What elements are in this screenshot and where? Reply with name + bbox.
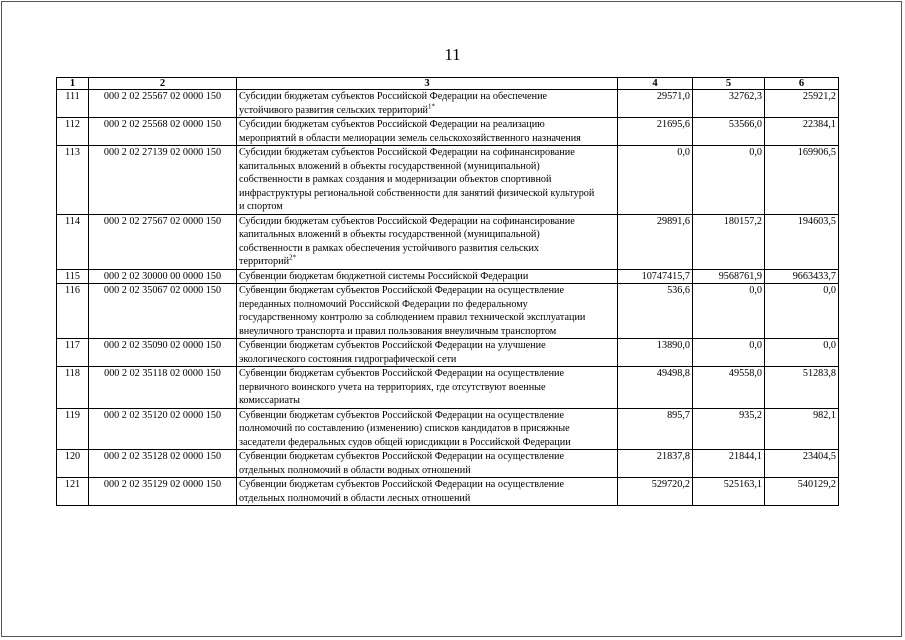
- table-row: [57, 214, 839, 269]
- description-text: полномочий по составлению (изменению) списков кандидатов в присяжные: [239, 423, 570, 434]
- table-row: [57, 408, 839, 450]
- row-number: 111: [57, 90, 89, 118]
- footnote-marker: 2*: [289, 253, 297, 262]
- value-col-4: 0,0: [618, 146, 693, 215]
- row-number: 118: [57, 367, 89, 409]
- value-col-6: 23404,5: [765, 450, 839, 478]
- row-number: 117: [57, 339, 89, 367]
- budget-code: 000 2 02 25567 02 0000 150: [89, 90, 237, 118]
- value-col-4: 895,7: [618, 408, 693, 450]
- row-number: 112: [57, 118, 89, 146]
- value-col-4: 529720,2: [618, 478, 693, 506]
- description-text: государственному контролю за соблюдением правил технической эксплуатации: [239, 312, 586, 323]
- header-cell-3: 3: [237, 78, 618, 90]
- value-col-5: 53566,0: [693, 118, 765, 146]
- budget-code: 000 2 02 35128 02 0000 150: [89, 450, 237, 478]
- description-text: отдельных полномочий в области водных отношений: [239, 464, 471, 476]
- table-row: [57, 284, 839, 339]
- footnote-marker: 1*: [427, 102, 435, 111]
- row-description: [237, 284, 618, 339]
- description-text: Субсидии бюджетам субъектов Российской Федерации на софинансирование: [239, 147, 575, 158]
- description-line: [239, 353, 615, 367]
- description-text: первичного воинского учета на территориях, где отсутствуют военные: [239, 381, 546, 393]
- budget-code: 000 2 02 35118 02 0000 150: [89, 367, 237, 409]
- row-description: [237, 478, 618, 506]
- description-line: [239, 255, 615, 269]
- table-row: [57, 478, 839, 506]
- description-line: [239, 284, 615, 298]
- description-text: Субвенции бюджетам субъектов Российской Федерации на осуществление: [239, 285, 564, 296]
- table-row: [57, 339, 839, 367]
- description-text: капитальных вложений в объекты государственной (муниципальной): [239, 229, 540, 240]
- description-line: [239, 118, 615, 132]
- row-description: [237, 269, 618, 284]
- row-description: [237, 118, 618, 146]
- description-text: Субвенции бюджетам субъектов Российской Федерации на осуществление: [239, 451, 564, 462]
- value-col-6: 9663433,7: [765, 269, 839, 284]
- value-col-5: 9568761,9: [693, 269, 765, 284]
- value-col-6: 0,0: [765, 284, 839, 339]
- description-text: внеуличного транспорта и правил пользования внеуличным транспортом: [239, 325, 557, 337]
- description-line: [239, 325, 615, 339]
- row-number: 113: [57, 146, 89, 215]
- description-text: Субсидии бюджетам субъектов Российской Федерации на обеспечение: [239, 91, 548, 102]
- description-line: [239, 381, 615, 395]
- value-col-5: 935,2: [693, 408, 765, 450]
- description-text: Субсидии бюджетам субъектов Российской Федерации на реализацию: [239, 119, 545, 130]
- description-line: [239, 478, 615, 492]
- value-col-5: 32762,3: [693, 90, 765, 118]
- value-col-4: 29891,6: [618, 214, 693, 269]
- value-col-5: 0,0: [693, 146, 765, 215]
- row-number: 116: [57, 284, 89, 339]
- description-line: [239, 367, 615, 381]
- row-description: [237, 450, 618, 478]
- description-line: [239, 132, 615, 146]
- description-text: экологического состояния гидрографической сети: [239, 353, 457, 365]
- row-description: [237, 408, 618, 450]
- budget-code: 000 2 02 25568 02 0000 150: [89, 118, 237, 146]
- value-col-6: 540129,2: [765, 478, 839, 506]
- description-line: [239, 200, 615, 214]
- description-text: устойчивого развития сельских территорий: [239, 104, 428, 116]
- value-col-6: 169906,5: [765, 146, 839, 215]
- row-description: [237, 90, 618, 118]
- budget-code: 000 2 02 27139 02 0000 150: [89, 146, 237, 215]
- description-line: [239, 146, 615, 160]
- description-line: [239, 450, 615, 464]
- value-col-6: 51283,8: [765, 367, 839, 409]
- description-line: [239, 104, 615, 118]
- value-col-6: 0,0: [765, 339, 839, 367]
- description-line: [239, 215, 615, 229]
- description-text: переданных полномочий Российской Федерации по федеральному: [239, 298, 528, 310]
- table-row: [57, 90, 839, 118]
- value-col-6: 25921,2: [765, 90, 839, 118]
- value-col-4: 21837,8: [618, 450, 693, 478]
- description-line: [239, 298, 615, 312]
- budget-code: 000 2 02 35090 02 0000 150: [89, 339, 237, 367]
- description-line: [239, 409, 615, 423]
- description-text: Субвенции бюджетам субъектов Российской Федерации на осуществление: [239, 409, 564, 421]
- budget-code: 000 2 02 27567 02 0000 150: [89, 214, 237, 269]
- description-text: собственности в рамках создания и модернизации объектов спортивной: [239, 174, 552, 185]
- table-body: [57, 90, 839, 506]
- description-text: территорий: [239, 256, 290, 267]
- description-text: инфраструктуры региональной собственности для занятий физической культурой: [239, 187, 595, 199]
- description-line: [239, 464, 615, 478]
- budget-table: [56, 77, 839, 506]
- row-number: 120: [57, 450, 89, 478]
- description-line: [239, 160, 615, 174]
- description-text: Субсидии бюджетам субъектов Российской Федерации на софинансирование: [239, 215, 575, 227]
- description-text: комиссариаты: [239, 395, 301, 406]
- description-line: [239, 436, 615, 450]
- description-text: отдельных полномочий в области лесных отношений: [239, 492, 471, 504]
- header-cell-4: 4: [618, 78, 693, 90]
- value-col-5: 525163,1: [693, 478, 765, 506]
- value-col-5: 49558,0: [693, 367, 765, 409]
- description-line: [239, 422, 615, 436]
- row-description: [237, 214, 618, 269]
- description-line: [239, 339, 615, 353]
- value-col-4: 13890,0: [618, 339, 693, 367]
- value-col-6: 982,1: [765, 408, 839, 450]
- budget-code: 000 2 02 35120 02 0000 150: [89, 408, 237, 450]
- row-number: 121: [57, 478, 89, 506]
- header-cell-6: 6: [765, 78, 839, 90]
- row-description: [237, 367, 618, 409]
- value-col-5: 0,0: [693, 284, 765, 339]
- header-cell-2: 2: [89, 78, 237, 90]
- header-row: [57, 78, 839, 90]
- description-line: [239, 492, 615, 506]
- description-line: [239, 228, 615, 242]
- value-col-5: 180157,2: [693, 214, 765, 269]
- value-col-6: 22384,1: [765, 118, 839, 146]
- table-row: [57, 118, 839, 146]
- value-col-5: 0,0: [693, 339, 765, 367]
- description-text: капитальных вложений в объекты государственной (муниципальной): [239, 160, 540, 172]
- description-text: Субвенции бюджетам субъектов Российской Федерации на улучшение: [239, 340, 546, 351]
- description-line: [239, 270, 615, 284]
- table-row: [57, 367, 839, 409]
- table-row: [57, 269, 839, 284]
- value-col-5: 21844,1: [693, 450, 765, 478]
- description-text: и спортом: [239, 201, 283, 212]
- header-cell-1: 1: [57, 78, 89, 90]
- budget-code: 000 2 02 30000 00 0000 150: [89, 269, 237, 284]
- value-col-4: 29571,0: [618, 90, 693, 118]
- row-number: 115: [57, 269, 89, 284]
- page-number: 11: [444, 45, 461, 64]
- table-row: [57, 450, 839, 478]
- row-description: [237, 146, 618, 215]
- description-line: [239, 187, 615, 201]
- header-cell-5: 5: [693, 78, 765, 90]
- budget-code: 000 2 02 35067 02 0000 150: [89, 284, 237, 339]
- description-line: [239, 311, 615, 325]
- description-text: собственности в рамках обеспечения устойчивого развития сельских: [239, 242, 539, 254]
- description-text: мероприятий в области мелиорации земель сельскохозяйственного назначения: [239, 132, 581, 144]
- value-col-4: 49498,8: [618, 367, 693, 409]
- description-text: Субвенции бюджетам субъектов Российской Федерации на осуществление: [239, 368, 564, 379]
- row-number: 119: [57, 408, 89, 450]
- table-row: [57, 146, 839, 215]
- description-text: Субвенции бюджетам субъектов Российской Федерации на осуществление: [239, 479, 564, 490]
- value-col-4: 21695,6: [618, 118, 693, 146]
- value-col-4: 10747415,7: [618, 269, 693, 284]
- row-description: [237, 339, 618, 367]
- row-number: 114: [57, 214, 89, 269]
- description-text: Субвенции бюджетам бюджетной системы Российской Федерации: [239, 270, 529, 282]
- value-col-4: 536,6: [618, 284, 693, 339]
- budget-code: 000 2 02 35129 02 0000 150: [89, 478, 237, 506]
- description-text: заседатели федеральных судов общей юрисдикции в Российской Федерации: [239, 436, 571, 448]
- description-line: [239, 173, 615, 187]
- value-col-6: 194603,5: [765, 214, 839, 269]
- description-line: [239, 394, 615, 408]
